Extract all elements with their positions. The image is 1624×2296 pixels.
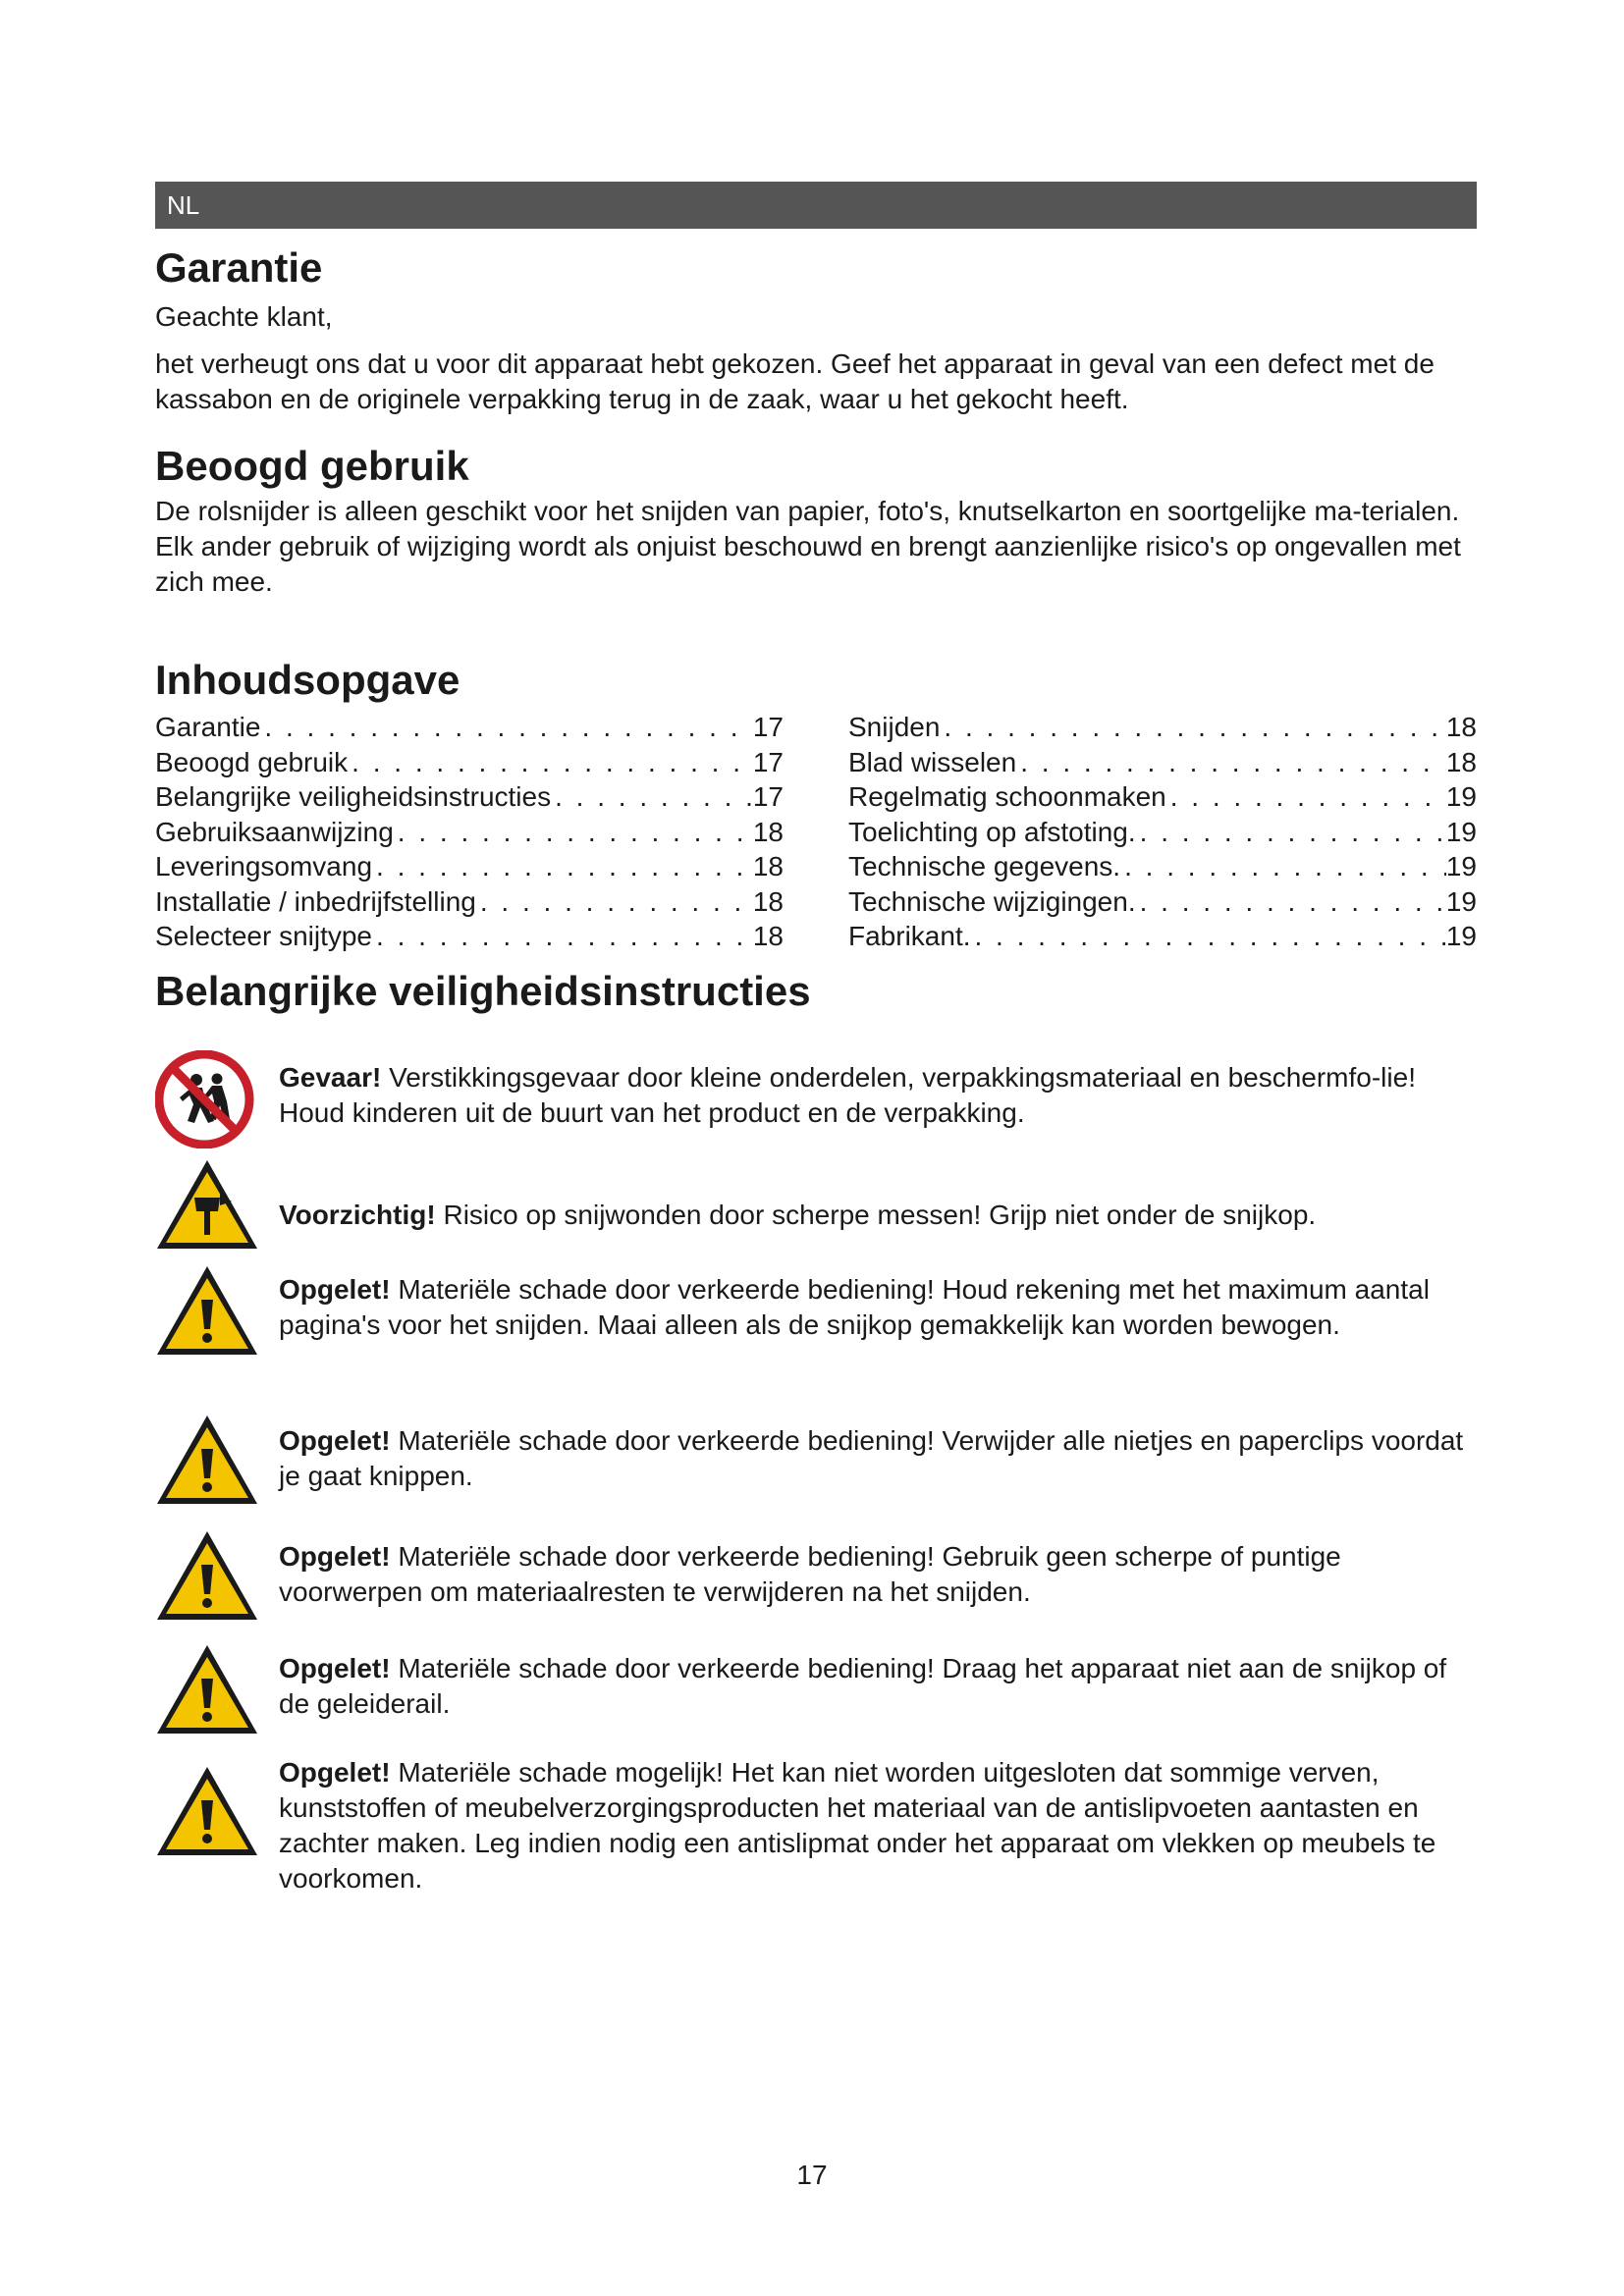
warning-item	[155, 1156, 1477, 1255]
beoogd-gebruik-heading: Beoogd gebruik	[155, 443, 469, 489]
language-label: NL	[167, 190, 200, 220]
toc-item: Fabrikant. . . . 19	[848, 919, 1477, 954]
warning-text: Opgelet! Materiële schade door verkeerde bediening! Gebruik geen scherpe of puntige voorwerpen om materiaalresten te verwijderen na het snijden.	[279, 1541, 1341, 1607]
exclamation-warning-icon	[155, 1412, 263, 1510]
warning-item	[155, 1527, 1477, 1626]
toc-item: Installatie / inbedrijfstelling . . . 18	[155, 884, 784, 920]
garantie-greeting: Geachte klant,	[155, 301, 333, 332]
toc-item: Blad wisselen . . . 18	[848, 745, 1477, 780]
toc-item: Regelmatig schoonmaken . . . 19	[848, 779, 1477, 815]
toc-left-column	[155, 710, 784, 954]
toc-item: Technische wijzigingen. . . . 19	[848, 884, 1477, 920]
warning-text: Voorzichtig! Risico op snijwonden door scherpe messen! Grijp niet onder de snijkop.	[279, 1200, 1317, 1230]
toc-right-column	[848, 710, 1477, 954]
warning-item	[155, 1050, 1477, 1148]
garantie-text: het verheugt ons dat u voor dit apparaat hebt gekozen. Geef het apparaat in geval van een defect met de kassabon en de originele verpakking terug in de zaak, waar u het gekocht heeft.	[155, 348, 1435, 414]
warning-text: Opgelet! Materiële schade door verkeerde bediening! Draag het apparaat niet aan de snijkop of de geleiderail.	[279, 1653, 1447, 1719]
toc-item: Belangrijke veiligheidsinstructies . . . 17	[155, 779, 784, 815]
beoogd-gebruik-text: De rolsnijder is alleen geschikt voor het snijden van papier, foto's, knutselkarton en soortgelijke ma-terialen. Elk ander gebruik of wijziging wordt als onjuist beschouwd en brengt aanzienlijke risico's op ongevallen met zich mee.	[155, 496, 1461, 597]
warning-item	[155, 1641, 1477, 1739]
warning-text: Opgelet! Materiële schade door verkeerde bediening! Verwijder alle nietjes en paperclips voordat je gaat knippen.	[279, 1425, 1464, 1491]
safety-warnings	[155, 1050, 1477, 1934]
language-header-bar	[155, 182, 1477, 229]
exclamation-warning-icon	[155, 1527, 263, 1626]
exclamation-warning-icon	[155, 1262, 263, 1361]
toc-item: Leveringsomvang . . . 18	[155, 849, 784, 884]
garantie-heading: Garantie	[155, 244, 323, 291]
exclamation-warning-icon	[155, 1763, 263, 1861]
toc-item: Selecteer snijtype . . . 18	[155, 919, 784, 954]
veiligheid-heading: Belangrijke veiligheidsinstructies	[155, 967, 811, 1014]
warning-item	[155, 1262, 1477, 1361]
exclamation-warning-icon	[155, 1641, 263, 1739]
toc-item: Snijden . . . 18	[848, 710, 1477, 745]
toc-item: Technische gegevens. . . . 19	[848, 849, 1477, 884]
hand-cut-warning-icon	[155, 1156, 263, 1255]
no-children-icon	[155, 1050, 263, 1148]
toc-item: Toelichting op afstoting. . . . 19	[848, 815, 1477, 850]
warning-item	[155, 1755, 1477, 1896]
warning-text: Opgelet! Materiële schade mogelijk! Het kan niet worden uitgesloten dat sommige verven, kunststoffen of meubelverzorgingsproducten het materiaal van de antislipvoeten aantasten en zachter maken. Leg indien nodig een antislipmat onder het apparaat om vlekken op meubels te voorkomen.	[279, 1757, 1436, 1894]
toc-item: Beoogd gebruik . . . 17	[155, 745, 784, 780]
inhoudsopgave-heading: Inhoudsopgave	[155, 657, 460, 703]
warning-item	[155, 1412, 1477, 1510]
warning-text: Gevaar! Verstikkingsgevaar door kleine onderdelen, verpakkingsmateriaal en beschermfo-lie! Houd kinderen uit de buurt van het product en de verpakking.	[279, 1062, 1416, 1128]
document-page	[155, 182, 1477, 1015]
table-of-contents	[155, 710, 1477, 954]
toc-item: Garantie . . . 17	[155, 710, 784, 745]
page-number: 17	[796, 2160, 828, 2190]
warning-text: Opgelet! Materiële schade door verkeerde bediening! Houd rekening met het maximum aantal pagina's voor het snijden. Maai alleen als de snijkop gemakkelijk kan worden bewogen.	[279, 1274, 1430, 1340]
toc-item: Gebruiksaanwijzing . . . 18	[155, 815, 784, 850]
